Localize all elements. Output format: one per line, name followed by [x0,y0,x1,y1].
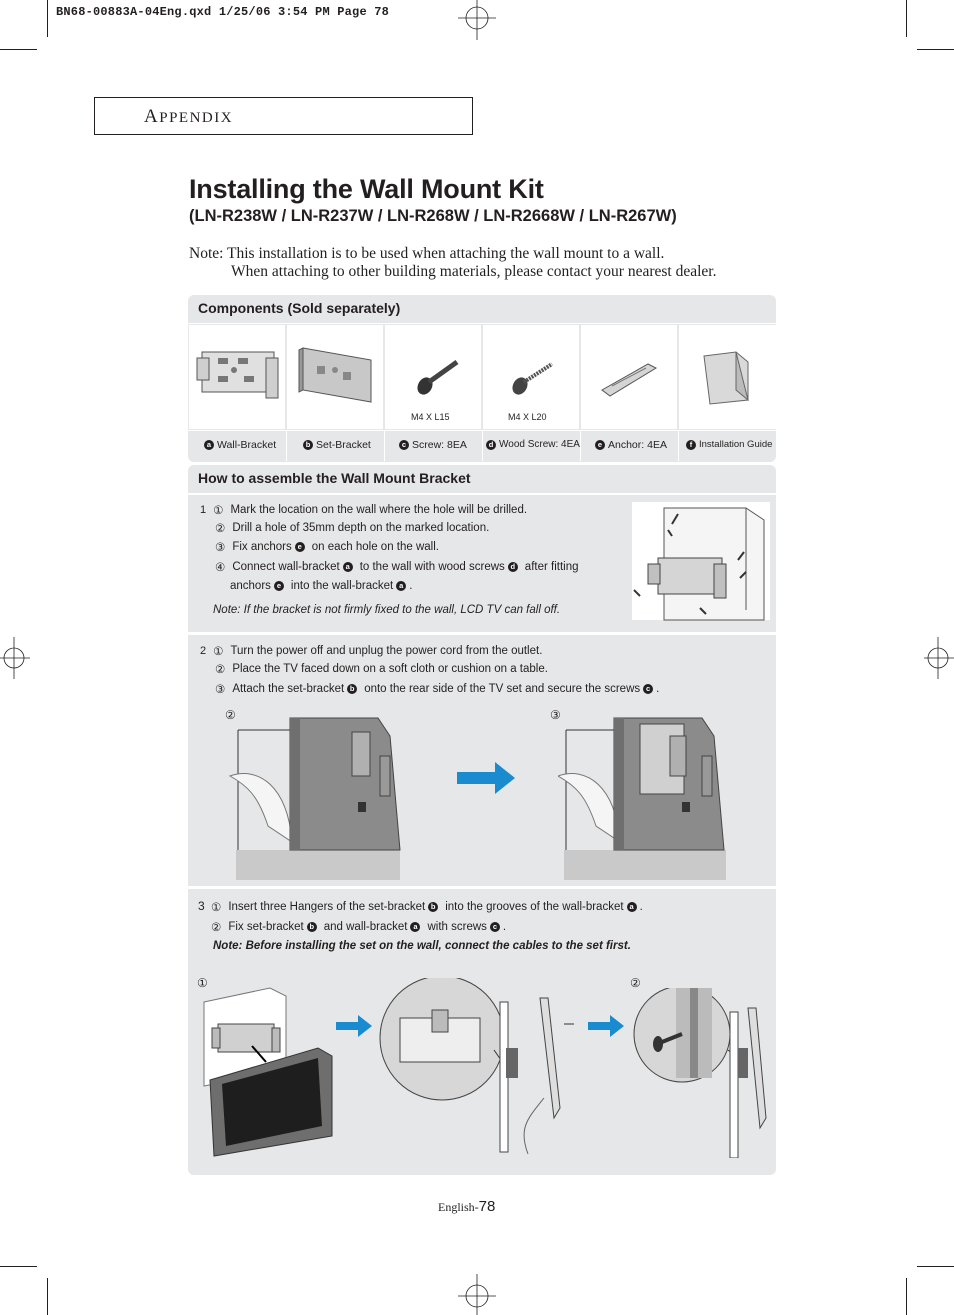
page-footer: English-78 [438,1198,496,1215]
components-heading: Components (Sold separately) [198,300,401,316]
intro-note-line1: Note: This installation is to be used when attaching the wall mount to a wall. [189,245,665,262]
wood-screw-icon [510,356,558,398]
step1-note: Note: If the bracket is not firmly fixed to the wall, LCD TV can fall off. [213,604,561,616]
wood-screw-dimension: M4 X L20 [508,412,547,422]
component-label-anchor: e Anchor: 4EA [595,439,667,451]
step2-line3: ③ Attach the set-bracket b onto the rear side of the TV set and secure the screws c . [215,683,660,696]
step3-note: Note: Before installing the set on the wall, connect the cables to the set first. [213,940,631,952]
component-label-installation-guide: f Installation Guide [686,439,772,450]
step3-number: 3 [198,899,205,913]
registration-mark-icon [456,1274,498,1315]
crop-mark [917,49,954,50]
screw-fixing-illustration [630,988,770,1158]
arrow-right-icon [457,762,517,794]
registration-mark-icon [0,637,32,679]
divider [188,323,776,324]
step1-line5: anchors e into the wall-bracket a . [230,580,413,592]
crop-mark [0,49,37,50]
tv-back-with-bracket-illustration [558,716,734,882]
crop-mark [47,1278,48,1315]
divider [482,431,483,461]
divider [384,431,385,461]
assemble-heading: How to assemble the Wall Mount Bracket [198,470,471,486]
step1-line2: ② Drill a hole of 35mm depth on the marked location. [215,522,490,535]
figure-marker: ② [630,976,641,990]
set-bracket-icon [297,346,377,404]
component-label-set-bracket: b Set-Bracket [303,439,371,451]
installation-guide-icon [700,350,752,406]
divider [678,431,679,461]
component-label-wood-screw: d Wood Screw: 4EA [486,439,580,450]
wall-installation-illustration [628,500,774,626]
print-slug: BN68-00883A-04Eng.qxd 1/25/06 3:54 PM Page 78 [56,5,390,19]
figure-marker: ② [225,708,236,722]
tv-back-illustration [228,716,404,882]
bracket-detail-illustration [378,978,574,1154]
intro-note-line2: When attaching to other building materials, please contact your nearest dealer. [231,263,717,280]
crop-mark [47,0,48,37]
step2-line1: 2 ① Turn the power off and unplug the power cord from the outlet. [200,645,543,658]
section-label: APPENDIX [144,106,234,127]
step1-line1: 1 ① Mark the location on the wall where the hole will be drilled. [200,504,528,517]
arrow-right-icon [336,1015,372,1037]
component-label-wall-bracket: a Wall-Bracket [204,439,276,451]
crop-mark [917,1266,954,1267]
screw-dimension: M4 X L15 [411,412,450,422]
step1-line4: ④ Connect wall-bracket a to the wall with wood screws d after fitting [215,561,579,574]
step3-line1: ① Insert three Hangers of the set-bracket b into the grooves of the wall-bracket a . [211,901,643,914]
screw-icon [415,356,463,398]
arrow-right-icon [588,1015,624,1037]
registration-mark-icon [456,0,498,42]
crop-mark [906,1278,907,1315]
tv-hanging-illustration [200,986,340,1158]
step3-line2: ② Fix set-bracket b and wall-bracket a with screws c . [211,921,507,934]
divider [286,431,287,461]
step2-line2: ② Place the TV faced down on a soft cloth or cushion on a table. [215,663,548,676]
wall-bracket-icon [196,346,280,406]
page-subtitle: (LN-R238W / LN-R237W / LN-R268W / LN-R2668W / LN-R267W) [189,207,677,225]
component-label-screw: c Screw: 8EA [399,439,467,451]
page-title: Installing the Wall Mount Kit [189,174,544,204]
figure-marker: ① [197,976,208,990]
divider [580,431,581,461]
crop-mark [0,1266,37,1267]
registration-mark-icon [922,637,954,679]
crop-mark [906,0,907,37]
anchor-icon [598,356,662,398]
step1-line3: ③ Fix anchors e on each hole on the wall. [215,541,439,554]
figure-marker: ③ [550,708,561,722]
